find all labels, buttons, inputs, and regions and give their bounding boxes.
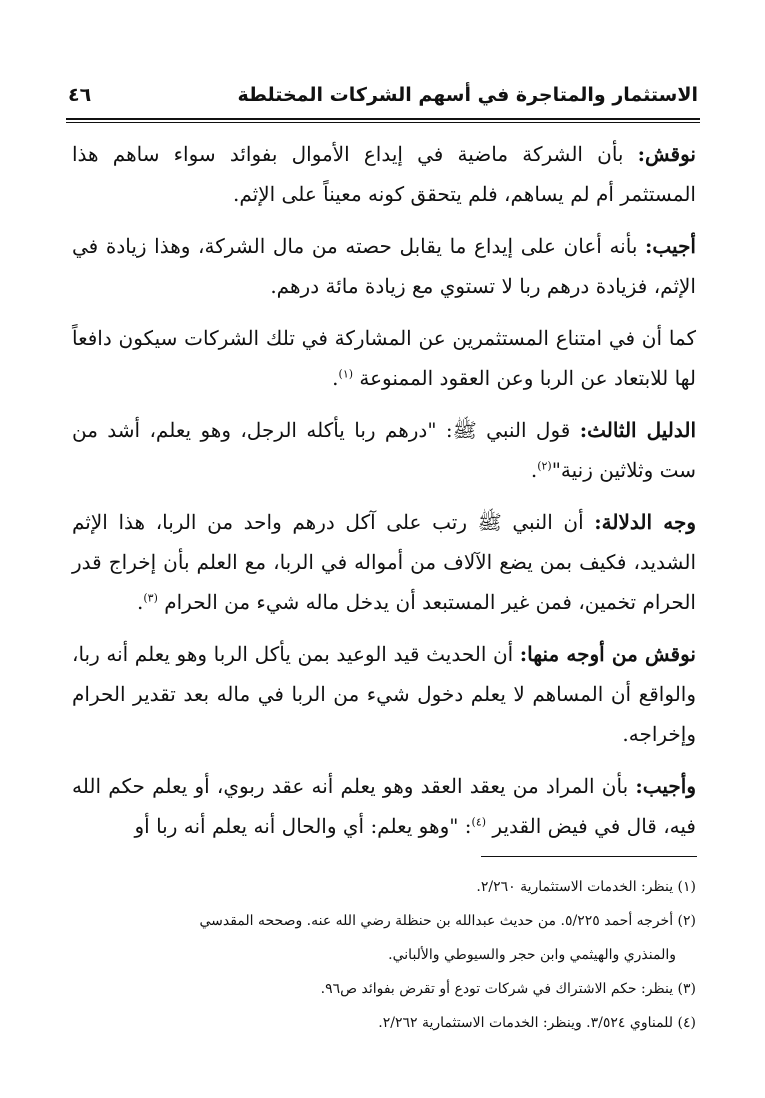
paragraph-2-text: بأنه أعان على إيداع ما يقابل حصته من مال الشركة، وهذا زيادة في الإثم، فزيادة درهم ربا لا تستوي مع زيادة مائة درهم. — [72, 234, 696, 298]
paragraph-7-end: : "وهو يعلم: أي والحال أنه يعلم أنه ربا أو — [134, 814, 472, 838]
footnote-ref-4: (٤) — [471, 815, 487, 829]
paragraph-1 — [72, 134, 696, 214]
paragraph-7-text: بأن المراد من يعقد العقد وهو يعلم أنه عقد ربوي، أو يعلم حكم الله فيه، قال في فيض القدير — [72, 774, 696, 838]
paragraph-4-lead: الدليل الثالث: — [579, 418, 697, 442]
footnote-ref-2: (٢) — [537, 459, 552, 473]
paragraph-4 — [72, 410, 696, 490]
paragraph-3-end: . — [332, 366, 339, 390]
paragraph-1-text: بأن الشركة ماضية في إيداع الأموال بفوائد سواء ساهم هذا المستثمر أم لم يساهم، فلم يتحقق كونه معيناً على الإثم. — [72, 142, 696, 206]
paragraph-7 — [72, 766, 696, 846]
paragraph-3 — [72, 318, 696, 398]
footnote-2: (٢) أخرجه أحمد ٥/٢٢٥. من حديث عبدالله بن حنظلة رضي الله عنه. وصححه المقدسي — [199, 913, 696, 929]
header-rule-thin — [66, 122, 700, 123]
running-head — [68, 78, 698, 114]
paragraph-4-text: قول النبي ﷺ: "درهم ربا يأكله الرجل، وهو يعلم، أشد من ست وثلاثين زنية" — [72, 418, 696, 482]
footnote-1: (١) ينظر: الخدمات الاستثمارية ٢/٢٦٠. — [476, 879, 696, 895]
paragraph-3-text: كما أن في امتناع المستثمرين عن المشاركة في تلك الشركات سيكون دافعاً لها للابتعاد عن الربا وعن العقود الممنوعة — [72, 326, 696, 390]
paragraph-6-lead: نوقش من أوجه منها: — [519, 642, 697, 666]
footnote-4: (٤) للمناوي ٣/٥٢٤. وينظر: الخدمات الاستثمارية ٢/٢٦٢. — [378, 1015, 696, 1031]
paragraph-7-lead: وأجيب: — [635, 774, 696, 798]
paragraph-6-text: أن الحديث قيد الوعيد بمن يأكل الربا وهو يعلم أنه ربا، والواقع أن المساهم لا يعلم دخول شيء من الربا في ماله بعد تقدير الحرام وإخراجه. — [72, 642, 696, 746]
paragraph-5-end: . — [137, 590, 144, 614]
body-text — [72, 134, 696, 858]
footnote-ref-1: (١) — [338, 367, 354, 381]
paragraph-1-lead: نوقش: — [637, 142, 696, 166]
paragraph-2-lead: أجيب: — [645, 234, 696, 258]
footnote-3: (٣) ينظر: حكم الاشتراك في شركات تودع أو تقرض بفوائد ص٩٦. — [320, 981, 696, 997]
footnote-ref-3: (٣) — [143, 591, 158, 605]
paragraph-2 — [72, 226, 696, 306]
footnote-2-continued: والمنذري والهيثمي وابن حجر والسيوطي والألباني. — [388, 947, 676, 963]
running-title: الاستثمار والمتاجرة في أسهم الشركات المختلطة — [237, 84, 698, 106]
paragraph-4-end: . — [530, 458, 538, 482]
header-rule — [66, 118, 700, 120]
footnote-rule — [481, 856, 697, 857]
page-number: ٤٦ — [68, 84, 92, 106]
paragraph-5-lead: وجه الدلالة: — [594, 510, 696, 534]
paragraph-5 — [72, 502, 696, 622]
footnotes — [72, 872, 696, 1042]
paragraph-6 — [72, 634, 696, 754]
paragraph-5-text: أن النبي ﷺ رتب على آكل درهم واحد من الربا، هذا الإثم الشديد، فكيف بمن يضع الآلاف من أمواله في الربا، مع العلم بأن إخراج قدر الحرام تخمين، فمن غير المستبعد أن يدخل ماله شيء من الحرام — [72, 510, 696, 614]
